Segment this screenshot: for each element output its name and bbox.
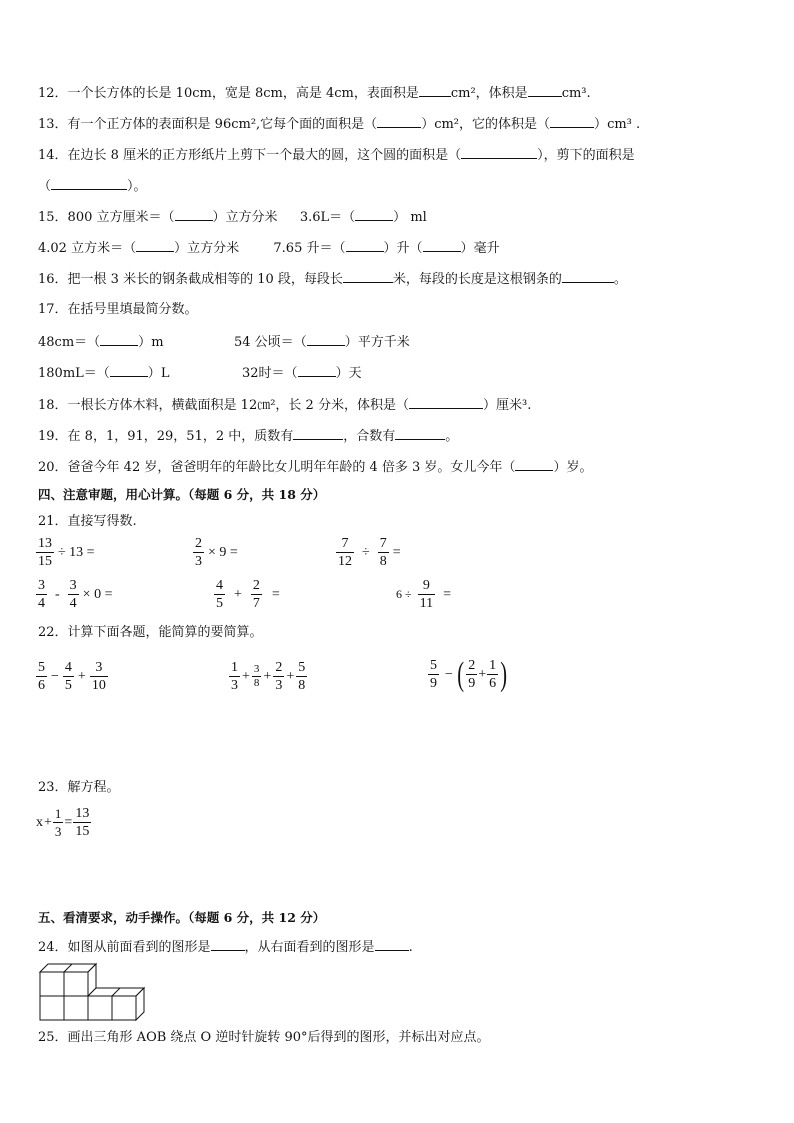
q17-title: 17．在括号里填最简分数。: [38, 302, 198, 317]
q15-a-unit: 立方分米: [225, 210, 278, 225]
q23-eq: =: [64, 814, 73, 830]
frac-num: 13: [38, 536, 52, 551]
q13-unit2: cm³ .: [607, 117, 641, 132]
frac-num: 3: [253, 663, 260, 675]
cube-front-face: [64, 972, 88, 996]
q15-d-unit1: 升: [396, 241, 410, 256]
question-12: [38, 84, 591, 102]
frac-den: 12: [338, 554, 352, 569]
question-19: [38, 427, 458, 445]
question-24: [38, 938, 413, 956]
question-25: 25．画出三角形 AOB 绕点 O 逆时针旋转 90°后得到的图形，并标出对应点。: [38, 1030, 490, 1045]
q17-a: 48cm＝: [38, 335, 88, 350]
frac-num: 2: [195, 536, 202, 551]
q22-e2-op1: +: [242, 668, 250, 684]
q24-blank-right[interactable]: [375, 938, 409, 951]
left-paren: (: [457, 655, 464, 693]
q24-mid: ，从右面看到的图形是: [244, 940, 375, 955]
q15-blank-c[interactable]: [123, 241, 187, 256]
question-15-line2: [38, 239, 500, 257]
question-14: [38, 146, 635, 164]
q17-c-unit: L: [160, 366, 170, 381]
q21-expr-1: [36, 535, 99, 570]
frac-num: 3: [38, 578, 45, 593]
q12-unit1: cm²，体积是: [450, 86, 528, 101]
right-paren: ): [500, 655, 508, 693]
q13-blank-volume[interactable]: [537, 117, 607, 132]
q18-blank[interactable]: [396, 398, 496, 413]
q21-expr-2: [193, 535, 242, 570]
question-18: [38, 396, 531, 414]
frac-num: 3: [69, 578, 77, 593]
q20-text: 20．爸爸今年 42 岁，爸爸明年的年龄比女儿明年年龄的 4 倍多 3 岁。女儿今年: [38, 460, 503, 475]
cube-front-face: [40, 996, 64, 1020]
cube-front-face: [112, 996, 136, 1020]
q21-e6-rest: =: [443, 586, 451, 602]
q22-e1-op2: +: [77, 668, 86, 684]
q21-expr-6: [396, 577, 455, 612]
q23-x: x: [36, 814, 43, 830]
q15-blank-d1[interactable]: [332, 241, 396, 256]
question-17-row1b: [234, 333, 410, 351]
frac-num: 2: [275, 660, 283, 675]
q15-c: 4.02 立方米＝: [38, 241, 124, 256]
frac-num: 5: [298, 660, 306, 675]
q16-blank-fraction[interactable]: [562, 270, 614, 283]
frac-den: 10: [91, 678, 106, 693]
q24-end: .: [408, 940, 413, 955]
q17-d: 32时＝: [242, 366, 285, 381]
question-13: [38, 115, 640, 133]
q12-blank-area[interactable]: [419, 84, 451, 97]
q21-e4-rest: × 0 =: [82, 586, 113, 602]
q17-a-unit: m: [151, 335, 164, 350]
question-15: [38, 208, 427, 226]
q15-a: 15．800 立方厘米＝: [38, 210, 162, 225]
frac-num: 4: [216, 578, 223, 593]
q12-text: 12．一个长方体的长是 10cm，宽是 8cm，高是 4cm，表面积是: [38, 86, 419, 101]
q13-blank-face[interactable]: [364, 117, 434, 132]
frac-den: 9: [468, 676, 476, 691]
frac-num: 1: [231, 660, 238, 675]
q19-text: 19．在 8，1，91，29，51，2 中，质数有: [38, 429, 294, 444]
q12-blank-volume[interactable]: [528, 84, 562, 97]
question-23-title: 23．解方程。: [38, 780, 120, 795]
question-16: [38, 270, 627, 288]
q23-equation: [36, 805, 91, 840]
q17-b-unit: 平方千米: [357, 335, 410, 350]
q19-blank-composite[interactable]: [395, 427, 445, 440]
q22-e3-op1: −: [445, 666, 453, 682]
cube-front-face: [40, 972, 64, 996]
q21-e5-rest: =: [271, 586, 280, 602]
section-4-title: 四、注意审题，用心计算。（每题 6 分，共 18 分）: [38, 487, 326, 502]
q17-blank-c[interactable]: [97, 366, 161, 381]
question-17: [38, 302, 198, 318]
frac-den: 8: [253, 677, 260, 689]
q24-blank-front[interactable]: [211, 938, 245, 951]
q22-e2-op2: +: [263, 668, 272, 684]
q21-e5-op: +: [234, 586, 242, 602]
frac-den: 6: [38, 678, 45, 693]
q19-blank-prime[interactable]: [293, 427, 343, 440]
q19-mid: ，合数有: [343, 429, 396, 444]
frac-den: 3: [231, 678, 238, 693]
q15-b-unit: ml: [410, 210, 427, 225]
q12-unit2: cm³.: [561, 86, 591, 101]
q21-e2-rest: × 9 =: [208, 544, 238, 560]
q16-blank-length[interactable]: [343, 270, 393, 283]
frac-den: 4: [38, 596, 45, 611]
frac-den: 7: [252, 596, 260, 611]
q17-d-unit: 天: [348, 366, 362, 381]
q16-text: 16．把一根 3 米长的钢条截成相等的 10 段，每段长: [38, 272, 343, 287]
q21-e6-pre: 6 ÷: [396, 587, 412, 601]
frac-num: 1: [489, 658, 497, 673]
q22-e3-op2: +: [478, 666, 487, 682]
q24-text: 24．如图从前面看到的图形是: [38, 940, 211, 955]
frac-den: 8: [298, 678, 306, 693]
frac-num: 7: [336, 535, 354, 553]
frac-num: 13: [75, 806, 90, 821]
frac-den: 8: [379, 554, 387, 569]
q21-e3-rest: =: [392, 544, 401, 560]
question-14-line2: [38, 177, 147, 195]
q17-blank-d[interactable]: [285, 366, 349, 381]
frac-den: 11: [419, 596, 434, 611]
q22-expr-3: [428, 657, 509, 692]
question-17-row2b: [242, 364, 362, 382]
q13-unit1: cm²，它的体积是: [434, 117, 538, 132]
q15-b: 3.6L＝: [299, 210, 343, 225]
q15-c-unit: 立方分米: [187, 241, 240, 256]
q15-d: 7.65 升＝: [273, 241, 333, 256]
q17-c: 180mL＝: [38, 366, 97, 381]
frac-den: 3: [275, 678, 283, 693]
q14-text-b: ，剪下的面积是: [543, 148, 635, 163]
section-5-title: 五、看清要求，动手操作。（每题 6 分，共 12 分）: [38, 910, 326, 925]
q14-blank-circle[interactable]: [448, 148, 544, 163]
question-20: [38, 458, 592, 476]
q21-e4-op: -: [55, 586, 60, 602]
frac-den: 6: [489, 676, 497, 691]
frac-den: 15: [75, 824, 90, 839]
q21-e1-rest: ÷ 13 =: [58, 544, 95, 560]
cube-front-face: [64, 996, 88, 1020]
question-21-title: 21．直接写得数.: [38, 514, 137, 529]
frac-num: 5: [430, 658, 437, 673]
q16-end: 。: [613, 272, 627, 287]
q18-text: 18．一根长方体木料，横截面积是 12㎝²，长 2 分米，体积是: [38, 398, 396, 413]
q22-e2-op3: +: [286, 668, 295, 684]
q15-blank-d2[interactable]: [410, 241, 474, 256]
q13-text: 13．有一个正方体的表面积是 96cm²,它每个面的面积是: [38, 117, 365, 132]
q15-blank-b[interactable]: [342, 210, 406, 225]
q22-expr-1: [36, 659, 108, 694]
q15-blank-a[interactable]: [162, 210, 226, 225]
question-17-row2: [38, 364, 169, 382]
q17-blank-b[interactable]: [294, 335, 358, 350]
q17-b: 54 公顷＝: [234, 335, 294, 350]
frac-num: 9: [418, 577, 435, 595]
q22-expr-2: [229, 659, 307, 694]
q15-d-unit2: 毫升: [473, 241, 500, 256]
q14-end: 。: [133, 179, 147, 194]
frac-den: 5: [64, 678, 72, 693]
q20-blank[interactable]: [502, 460, 566, 475]
q21-expr-3: [336, 535, 405, 570]
q17-blank-a[interactable]: [87, 335, 151, 350]
q18-unit: 厘米³.: [496, 398, 532, 413]
cube-figure: [38, 962, 150, 1026]
q14-blank-rest[interactable]: [38, 179, 134, 194]
frac-num: 3: [90, 659, 108, 677]
frac-num: 7: [379, 536, 387, 551]
frac-num: 1: [54, 806, 62, 821]
question-22-title: 22．计算下面各题，能简算的要简算。: [38, 625, 263, 640]
q23-plus: +: [44, 814, 52, 830]
cube-front-face: [88, 996, 112, 1020]
q21-expr-5: [214, 577, 284, 612]
frac-den: 3: [54, 824, 62, 839]
q16-mid: 米，每段的长度是这根钢条的: [392, 272, 562, 287]
frac-num: 2: [252, 578, 260, 593]
q20-unit: 岁。: [566, 460, 593, 475]
frac-den: 9: [430, 676, 437, 691]
frac-den: 4: [69, 596, 77, 611]
q22-e1-op1: −: [51, 668, 59, 684]
q21-e3-op: ÷: [362, 544, 370, 560]
frac-den: 15: [38, 554, 52, 569]
frac-den: 5: [216, 596, 223, 611]
q14-text: 14．在边长 8 厘米的正方形纸片上剪下一个最大的圆，这个圆的面积是: [38, 148, 449, 163]
frac-num: 2: [468, 658, 476, 673]
question-17-row1: [38, 333, 164, 351]
q19-end: 。: [445, 429, 459, 444]
frac-num: 4: [64, 660, 72, 675]
frac-num: 5: [38, 660, 45, 675]
frac-den: 3: [195, 554, 202, 569]
q21-expr-4: [36, 577, 116, 612]
